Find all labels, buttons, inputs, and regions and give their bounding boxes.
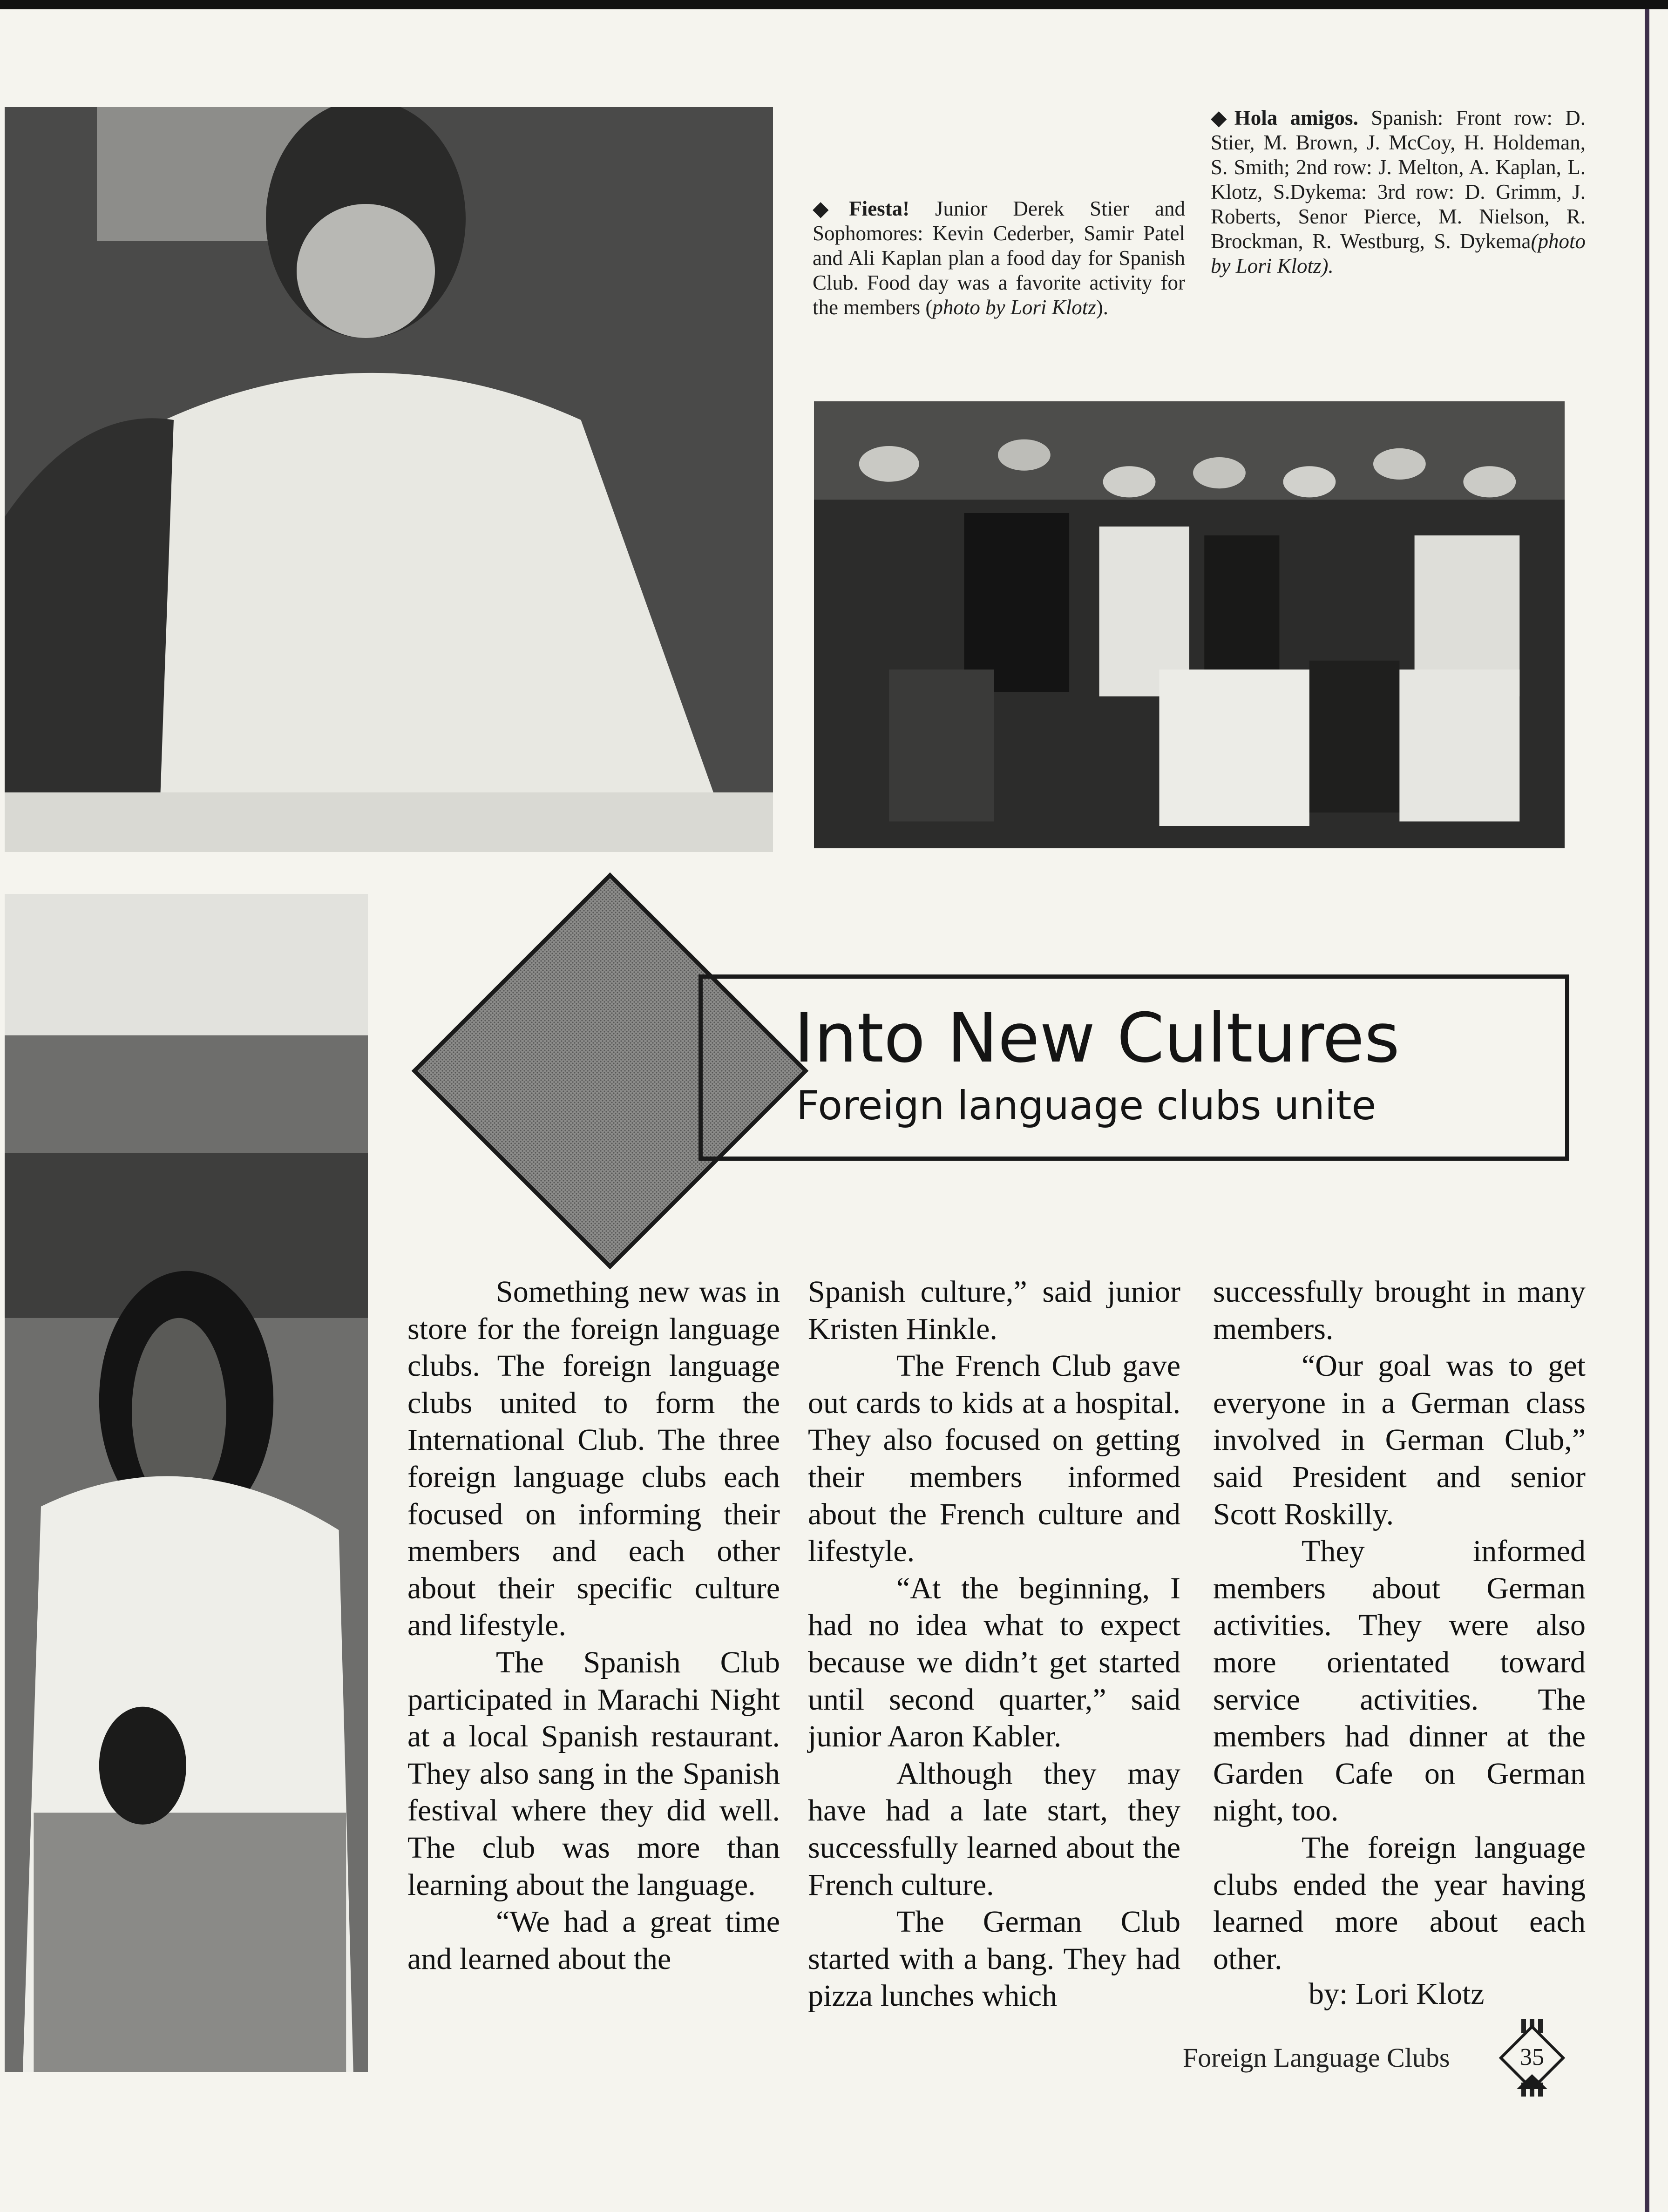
page-number-badge (1492, 2018, 1572, 2097)
paragraph: The French Club gave out cards to kids at a hospital. They also focused on getting their members informed about the French culture and lifestyle. (808, 1349, 1180, 1569)
top-border-rule (0, 0, 1668, 9)
headline-subtitle: Foreign language clubs unite (796, 1082, 1376, 1129)
paragraph: The German Club started with a bang. They had pizza lunches which (808, 1905, 1180, 2013)
paragraph: They informed members about German activities. They were also more orientated toward service activities. The members had dinner at the Garden Cafe on German night, too. (1213, 1534, 1586, 1828)
headline-title: Into New Cultures (794, 999, 1400, 1078)
paragraph: Something new was in store for the foreign language clubs. The foreign language clubs united to form the International Club. The three foreign language clubs each focused on informing their members and each other about their specific culture and lifestyle. (407, 1275, 780, 1643)
page-number: 35 (1520, 2044, 1544, 2070)
paragraph: “At the beginning, I had no idea what to expect because we didn’t get started until second quarter,” said junior Aaron Kabler. (808, 1571, 1180, 1754)
right-border-rule (1645, 9, 1649, 2212)
caption-fiesta-lead: ◆Fiesta! (813, 197, 910, 220)
photo-fiesta-students (5, 107, 773, 852)
article-column-1 (407, 1273, 780, 1977)
paragraph: Spanish culture,” said junior Kristen Hinkle. (808, 1275, 1180, 1346)
footer-section-title: Foreign Language Clubs (1183, 2043, 1450, 2073)
paragraph: “Our goal was to get everyone in a German class involved in German Club,” said President and senior Scott Roskilly. (1213, 1349, 1586, 1531)
article-column-3 (1213, 1273, 1586, 1977)
caption-hola-lead: ◆Hola amigos. (1211, 106, 1358, 129)
caption-fiesta-tail: ). (1096, 296, 1108, 319)
caption-hola-amigos (1211, 106, 1586, 278)
caption-fiesta (813, 196, 1185, 320)
paragraph: successfully brought in many members. (1213, 1275, 1586, 1346)
caption-hola-credit: (photo by Lori Klotz). (1211, 230, 1586, 277)
paragraph: The Spanish Club participated in Marachi Night at a local Spanish restaurant. They also sang in the Spanish festival where they did well. The club was more than learning about the language. (407, 1645, 780, 1902)
paragraph: Although they may have had a late start, they successfully learned about the French culture. (808, 1756, 1180, 1902)
caption-fiesta-credit: photo by Lori Klotz (932, 296, 1096, 319)
caption-hola-body: Spanish: Front row: D. Stier, M. Brown, J. McCoy, H. Holdeman, S. Smith; 2nd row: J. Melton, A. Kaplan, L. Klotz, S.Dykema: 3rd row: D. Grimm, J. Roberts, Senor Pierce, M. Nielson, R. Brockman, R. Westburg, S. Dykema (1211, 106, 1586, 253)
photo-spanish-club-group (814, 401, 1565, 848)
paragraph: The foreign language clubs ended the year having learned more about each other. (1213, 1830, 1586, 1976)
photo-student-left (5, 894, 368, 2072)
paragraph: “We had a great time and learned about the (407, 1905, 780, 1976)
article-column-2 (808, 1273, 1180, 2015)
byline: by: Lori Klotz (1309, 1977, 1485, 2011)
caption-fiesta-body: Junior Derek Stier and Sophomores: Kevin Cederber, Samir Patel and Ali Kaplan plan a food day for Spanish Club. Food day was a favorite activity for the members ( (813, 197, 1185, 319)
